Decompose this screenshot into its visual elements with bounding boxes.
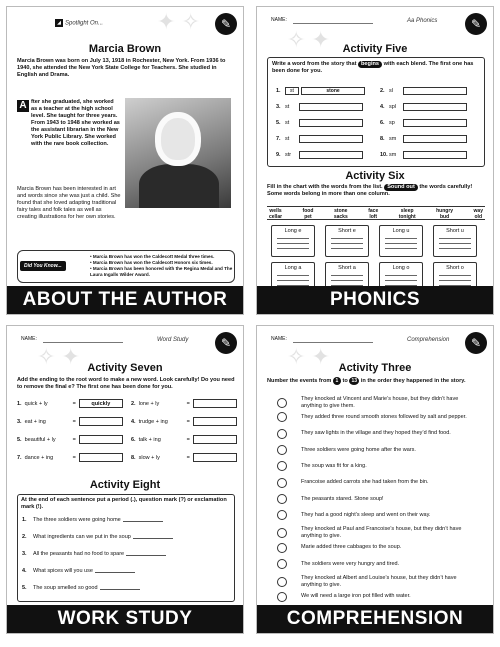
activity-eight-box <box>17 494 235 602</box>
activity-eight-instructions: At the end of each sentence put a period (.), question mark (?) or exclamation mark (!). <box>21 497 227 510</box>
vowel-sort-label: Long a <box>284 265 302 271</box>
word-bank-word: wells <box>269 208 282 214</box>
answer-line <box>277 279 309 281</box>
new-word-field[interactable] <box>79 453 123 462</box>
word-equation <box>17 435 123 444</box>
photo-face <box>155 112 201 166</box>
answer-line <box>439 242 471 244</box>
vowel-sort-box[interactable] <box>271 225 315 257</box>
activity-seven-instructions: Add the ending to the root word to make a new word. Look carefully! Do you need to remove the final e? The first one has been done for you. <box>17 377 235 390</box>
item-number: 4. <box>22 568 27 574</box>
equals-sign: = <box>72 418 76 425</box>
vowel-sort-box[interactable] <box>379 225 423 257</box>
story-event <box>277 478 471 488</box>
event-text: They saw lights in the village and they hoped they’d find food. <box>301 430 451 437</box>
root-plus-ending: lone + ly <box>138 400 160 407</box>
blend-letters: sm <box>389 136 397 142</box>
item-number: 5. <box>17 436 22 443</box>
word-bank-word: food <box>302 208 314 214</box>
word-bank-item <box>301 207 316 219</box>
blend-row <box>380 86 467 96</box>
sound-out-highlight: Sound out <box>384 184 418 191</box>
author-photo <box>125 98 231 208</box>
activity-five-box <box>267 57 485 167</box>
blend-letters: st <box>285 120 290 126</box>
activity-three-instructions: Number the events from 1 to 13 in the order they happened in the story. <box>267 378 466 384</box>
word-bank-word: cellar <box>269 214 283 220</box>
order-number-circle[interactable] <box>277 577 287 587</box>
word-bank-word: pet <box>304 214 312 220</box>
blend-row <box>380 134 467 144</box>
punctuation-answer-line[interactable] <box>123 517 163 522</box>
blend-answer-field[interactable] <box>299 119 363 127</box>
word-bank-word: loft <box>369 214 378 220</box>
work-study-page <box>6 325 244 634</box>
new-word-field[interactable]: quickly <box>79 399 123 408</box>
order-number-circle[interactable] <box>277 429 287 439</box>
sentence-text: All the peasants had no food to spare <box>33 551 125 557</box>
word-equation <box>131 399 237 408</box>
begins-highlight: begins <box>358 61 382 68</box>
equals-sign: = <box>186 418 190 425</box>
sentence-text: The soup smelled so good <box>33 585 98 591</box>
activity-five-title: Activity Five <box>342 43 408 55</box>
item-number: 4. <box>380 104 385 110</box>
item-number: 7. <box>17 454 22 461</box>
vowel-sort-label: Short e <box>338 228 356 234</box>
story-event <box>277 592 471 602</box>
word-bank-word: sleep <box>400 208 414 214</box>
event-text: The peasants stared. Stone soup! <box>301 495 384 502</box>
answer-line <box>277 237 309 239</box>
word-bank-word: bud <box>440 214 450 220</box>
photo-body <box>139 164 219 208</box>
spotlight-icon: ◢ <box>55 19 63 27</box>
punctuation-answer-line[interactable] <box>100 585 140 590</box>
swirl-decoration: ✦ ✧ <box>157 9 200 34</box>
author-intro: Marcia Brown was born on July 13, 1918 in Rochester, New York. From 1936 to 1940, she attended the New York State College for Teachers. She studied in English and Drama. <box>17 58 226 78</box>
root-plus-ending: quick + ly <box>24 400 48 407</box>
item-number: 4. <box>131 418 136 425</box>
story-event <box>277 559 471 569</box>
blend-letters: sp <box>389 120 395 126</box>
blend-row <box>276 86 365 96</box>
equals-sign: = <box>72 454 76 461</box>
word-bank-item <box>332 207 350 219</box>
about-the-author-page <box>6 6 244 315</box>
vowel-sort-box[interactable] <box>433 225 477 257</box>
name-line <box>293 23 373 24</box>
item-number: 5. <box>22 585 27 591</box>
about-the-author-banner: ABOUT THE AUTHOR <box>7 286 243 314</box>
activity-seven-title: Activity Seven <box>87 362 163 374</box>
answer-line <box>277 247 309 249</box>
word-equation <box>131 453 237 462</box>
item-number: 5. <box>276 120 281 126</box>
event-text: Three soldiers were going home after the wars. <box>301 446 416 453</box>
answer-line <box>385 247 417 249</box>
word-study-tag: Word Study <box>157 337 189 343</box>
word-bank-item <box>472 207 485 219</box>
item-number: 3. <box>276 104 281 110</box>
blend-answer-field[interactable]: stone <box>301 87 365 95</box>
item-number: 1. <box>17 400 22 407</box>
blend-answer-field[interactable] <box>299 135 363 143</box>
blend-row <box>276 150 363 160</box>
vowel-sort-label: Short o <box>446 265 464 271</box>
answer-line <box>331 279 363 281</box>
punctuation-answer-line[interactable] <box>95 568 135 573</box>
event-text: We will need a large iron pot filled with water. <box>301 593 411 600</box>
root-plus-ending: trudge + ing <box>138 418 168 425</box>
event-text: The soup was fit for a king. <box>301 462 367 469</box>
punctuation-sentence <box>22 517 163 523</box>
item-number: 2. <box>22 534 27 540</box>
name-label: NAME: <box>271 17 287 23</box>
word-bank-word: face <box>368 208 379 214</box>
blend-row <box>276 102 363 112</box>
author-interests-paragraph: Marcia Brown has been interested in art and words since she was just a child. She found that she loved adapting traditional fairy tales and folk tales as well as creating illustrations for her own stories. <box>17 186 121 220</box>
word-bank-item <box>434 207 455 219</box>
item-number: 10. <box>380 152 388 158</box>
order-number-circle[interactable] <box>277 510 287 520</box>
item-number: 9. <box>276 152 281 158</box>
fact-item: • Marcia Brown has won the Caldecott Medal three times. <box>90 254 215 259</box>
word-bank-word: way <box>473 208 483 214</box>
punctuation-sentence <box>22 534 173 540</box>
pencil-icon: ✎ <box>215 332 237 354</box>
facts-list <box>90 254 234 278</box>
word-bank-word: old <box>474 214 482 220</box>
comprehension-banner: COMPREHENSION <box>257 605 493 633</box>
activity-five-instructions: Write a word from the story that begins with each blend. The first one has been done for you. <box>272 61 474 74</box>
root-plus-ending: slow + ly <box>138 454 160 461</box>
name-label: NAME: <box>21 336 37 342</box>
name-line <box>293 342 373 343</box>
did-you-know-label: Did You Know... <box>20 261 66 271</box>
equals-sign: = <box>72 400 76 407</box>
blend-row <box>380 102 467 112</box>
story-event <box>277 461 471 471</box>
sentence-text: What spices will you use <box>33 568 93 574</box>
blend-letters: st <box>285 136 290 142</box>
story-event <box>277 445 471 455</box>
blend-row <box>276 134 363 144</box>
star-decoration: ✧ ✦ <box>287 344 330 369</box>
order-number-circle[interactable] <box>277 445 287 455</box>
item-number: 3. <box>17 418 22 425</box>
word-bank-word: stone <box>334 208 348 214</box>
blend-answer-field[interactable] <box>403 119 467 127</box>
comprehension-page <box>256 325 494 634</box>
blend-letters: sm <box>389 152 397 158</box>
blend-row <box>380 118 467 128</box>
event-text: The soldiers were very hungry and tired. <box>301 560 400 567</box>
activity-three-title: Activity Three <box>338 362 412 374</box>
answer-line <box>277 274 309 276</box>
vowel-sort-label: Long u <box>392 228 410 234</box>
answer-line <box>385 279 417 281</box>
item-number: 8. <box>131 454 136 461</box>
punctuation-answer-line[interactable] <box>133 534 173 539</box>
phonics-page <box>256 6 494 315</box>
story-event <box>277 396 471 409</box>
answer-line <box>385 237 417 239</box>
story-event <box>277 510 471 520</box>
item-number: 6. <box>380 120 385 126</box>
item-number: 1. <box>276 88 281 94</box>
activity-six-title: Activity Six <box>345 170 405 182</box>
equals-sign: = <box>186 436 190 443</box>
item-number: 8. <box>380 136 385 142</box>
event-text: They knocked at Albert and Louise’s house, but they didn’t have anything to give. <box>301 575 457 588</box>
fact-item: • Marcia Brown has been honored with the Regina Medal and The Laura Ingalls Wilder Award. <box>90 266 233 277</box>
blend-letters: st <box>285 87 299 95</box>
answer-line <box>439 274 471 276</box>
event-text: They knocked at Vincent and Marie’s house, but they didn’t have anything to give them. <box>301 396 459 409</box>
answer-line <box>439 279 471 281</box>
phonics-banner: PHONICS <box>257 286 493 314</box>
order-number-circle[interactable] <box>277 478 287 488</box>
new-word-field[interactable] <box>79 435 123 444</box>
blend-row <box>380 150 467 160</box>
story-event <box>277 429 471 439</box>
vowel-sort-label: Short a <box>338 265 356 271</box>
pencil-icon: ✎ <box>465 13 487 35</box>
answer-line <box>277 242 309 244</box>
name-label: NAME: <box>271 336 287 342</box>
word-equation <box>131 417 237 426</box>
order-number-circle[interactable] <box>277 592 287 602</box>
item-number: 7. <box>276 136 281 142</box>
root-plus-ending: eat + ing <box>24 418 46 425</box>
word-equation <box>131 435 237 444</box>
pencil-icon: ✎ <box>465 332 487 354</box>
did-you-know-box <box>17 250 235 283</box>
vowel-sort-label: Long o <box>392 265 410 271</box>
answer-line <box>385 242 417 244</box>
start-number-badge: 1 <box>333 377 341 385</box>
blend-answer-field[interactable] <box>403 87 467 95</box>
end-number-badge: 13 <box>349 377 359 385</box>
order-number-circle[interactable] <box>277 412 287 422</box>
new-word-field[interactable] <box>193 453 237 462</box>
author-title: Marcia Brown <box>88 43 162 55</box>
word-bank <box>267 206 485 220</box>
equals-sign: = <box>72 436 76 443</box>
punctuation-answer-line[interactable] <box>126 551 166 556</box>
sentence-text: What ingredients can we put in the soup <box>33 534 131 540</box>
blend-row <box>276 118 363 128</box>
vowel-sort-label: Short u <box>446 228 464 234</box>
word-equation <box>17 399 123 408</box>
word-equation <box>17 417 123 426</box>
blend-answer-field[interactable] <box>299 151 363 159</box>
item-number: 6. <box>131 436 136 443</box>
word-bank-item <box>366 207 380 219</box>
activity-eight-title: Activity Eight <box>89 479 161 491</box>
author-career-paragraph: fter she graduated, she worked as a teacher at the high school level. She taught for three years. From 1943 to 1948 she worked as the assistant librarian in the New York Public Library. She worked with the rare book collection. <box>31 99 120 147</box>
sentence-text: The three soldiers were going home <box>33 517 121 523</box>
blend-answer-field[interactable] <box>299 103 363 111</box>
event-text: They knocked at Paul and Francoise’s house, but they didn’t have anything to give. <box>301 526 462 539</box>
blend-letters: st <box>285 104 290 110</box>
root-plus-ending: dance + ing <box>24 454 54 461</box>
event-text: Francoise added carrots she had taken from the bin. <box>301 479 429 486</box>
blend-letters: sl <box>389 88 393 94</box>
comprehension-tag: Comprehension <box>407 337 450 343</box>
answer-line <box>439 237 471 239</box>
drop-cap: A <box>17 100 29 112</box>
answer-line <box>331 237 363 239</box>
event-text: They had a good night’s sleep and went on their way. <box>301 511 431 518</box>
new-word-field[interactable] <box>193 435 237 444</box>
word-bank-item <box>267 207 284 219</box>
item-number: 3. <box>22 551 27 557</box>
new-word-field[interactable] <box>79 417 123 426</box>
story-event <box>277 575 471 588</box>
item-number: 2. <box>380 88 385 94</box>
fact-item: • Marcia Brown has won the Caldecott Honors six times. <box>90 260 213 265</box>
order-number-circle[interactable] <box>277 398 287 408</box>
new-word-field[interactable] <box>193 399 237 408</box>
story-event <box>277 526 471 539</box>
event-text: They added three round smooth stones followed by salt and pepper. <box>301 414 467 421</box>
story-event <box>277 494 471 504</box>
answer-line <box>385 274 417 276</box>
blend-letters: str <box>285 152 292 158</box>
work-study-banner: WORK STUDY <box>7 605 243 633</box>
answer-line <box>331 274 363 276</box>
story-event <box>277 412 471 422</box>
spotlight-tag: ◢ Spotlight On... <box>55 19 103 27</box>
punctuation-sentence <box>22 568 135 574</box>
vowel-sort-box[interactable] <box>325 225 369 257</box>
equals-sign: = <box>186 454 190 461</box>
word-bank-word: sacks <box>333 214 348 220</box>
phonics-tag: Aa Phonics <box>407 18 438 24</box>
answer-line <box>439 247 471 249</box>
item-number: 1. <box>22 517 27 523</box>
blend-answer-field[interactable] <box>403 135 467 143</box>
swirl-decoration: ✧ ✦ <box>37 344 80 369</box>
answer-line <box>331 242 363 244</box>
order-number-circle[interactable] <box>277 494 287 504</box>
word-bank-word: tonight <box>398 214 416 220</box>
equals-sign: = <box>186 400 190 407</box>
blend-answer-field[interactable] <box>403 151 467 159</box>
event-text: Marie added three cabbages to the soup. <box>301 544 402 551</box>
answer-line <box>331 247 363 249</box>
name-line <box>43 342 123 343</box>
item-number: 2. <box>131 400 136 407</box>
word-equation <box>17 453 123 462</box>
punctuation-sentence <box>22 585 140 591</box>
word-bank-word: hungry <box>436 208 454 214</box>
root-plus-ending: talk + ing <box>138 436 161 443</box>
order-number-circle[interactable] <box>277 543 287 553</box>
order-number-circle[interactable] <box>277 461 287 471</box>
pencil-icon: ✎ <box>215 13 237 35</box>
story-event <box>277 543 471 553</box>
blend-answer-field[interactable] <box>403 103 467 111</box>
activity-six-instructions: Fill in the chart with the words from the list. Sound out the words carefully! Some words belong in more than one column. <box>267 184 473 197</box>
root-plus-ending: beautiful + ly <box>24 436 56 443</box>
order-number-circle[interactable] <box>277 559 287 569</box>
order-number-circle[interactable] <box>277 528 287 538</box>
vowel-sort-label: Long e <box>284 228 302 234</box>
blend-letters: spl <box>389 104 397 110</box>
word-bank-item <box>397 207 418 219</box>
punctuation-sentence <box>22 551 166 557</box>
star-decoration: ✧ ✦ <box>287 27 330 52</box>
new-word-field[interactable] <box>193 417 237 426</box>
